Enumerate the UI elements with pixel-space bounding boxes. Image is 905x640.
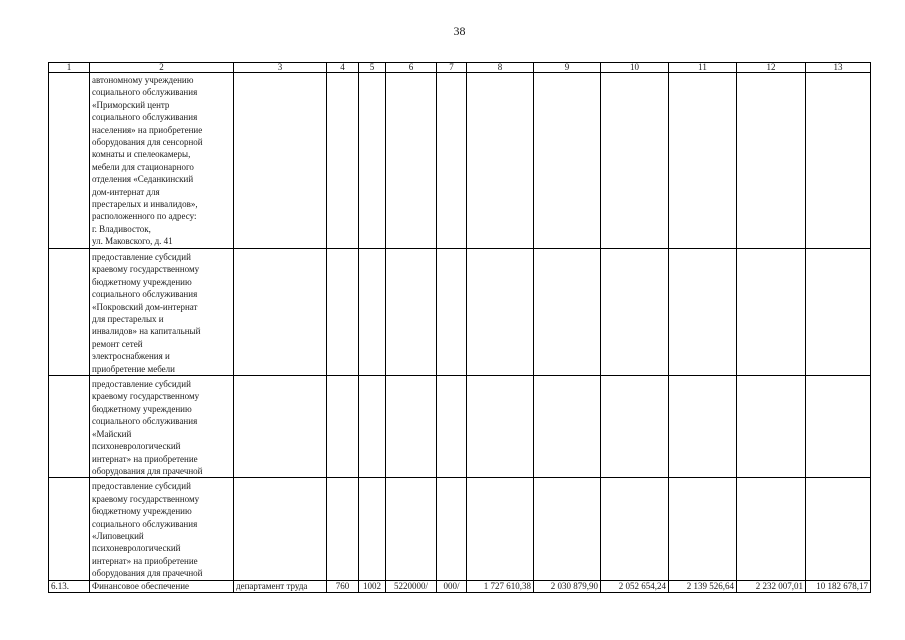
cell-line: социального обслуживания: [92, 289, 198, 300]
table-cell: [806, 376, 871, 478]
table-cell: [737, 73, 806, 249]
cell-line: комнаты и спелеокамеры,: [92, 149, 191, 160]
table-cell: [806, 478, 871, 580]
table-header-cell: 10: [601, 63, 669, 73]
table-header-cell: 6: [386, 63, 437, 73]
table-header-cell: 12: [737, 63, 806, 73]
table-cell: [386, 249, 437, 376]
cell-line: интернат» на приобретение: [92, 453, 198, 464]
cell-line: оборудования для прачечной: [92, 465, 203, 476]
table-row: [49, 249, 871, 376]
table-cell: [467, 73, 534, 249]
cell-line: предоставление субсидий: [92, 252, 191, 262]
cell-line: социального обслуживания: [92, 87, 198, 98]
cell-line: оборудования для сенсорной: [92, 137, 203, 148]
table-cell: [49, 376, 90, 478]
table-cell: [437, 249, 467, 376]
cell-line: приобретение мебели: [92, 363, 175, 374]
table-cell: [601, 249, 669, 376]
table-header-cell: 7: [437, 63, 467, 73]
cell-line: автономному учреждению: [92, 75, 194, 85]
cell-line: «Приморский центр: [92, 99, 170, 110]
cell-line: ул. Маковского, д. 41: [92, 236, 173, 247]
table-cell: [386, 376, 437, 478]
table-cell: [327, 478, 359, 580]
cell-line: г. Владивосток,: [92, 223, 151, 234]
page-number: 38: [453, 24, 466, 38]
cell-line: «Майский: [92, 428, 132, 439]
cell-line: для престарелых и: [92, 314, 164, 325]
table-cell: [234, 376, 327, 478]
table-cell: [467, 249, 534, 376]
cell-line: отделения «Седанкинский: [92, 174, 194, 185]
table-cell: [437, 73, 467, 249]
cell-line: социального обслуживания: [92, 416, 198, 427]
table-header-cell: 11: [669, 63, 737, 73]
table-cell: [437, 478, 467, 580]
table-row: [49, 73, 871, 249]
cell-line: ремонт сетей: [92, 338, 143, 349]
table-header-cell: 1: [49, 63, 90, 73]
table-cell: [49, 73, 90, 249]
table-cell: департамент труда: [234, 580, 327, 592]
cell-line: престарелых и инвалидов»,: [92, 199, 198, 210]
table-cell: [467, 376, 534, 478]
cell-line: инвалидов» на капитальный: [92, 326, 201, 337]
table-header-cell: 8: [467, 63, 534, 73]
cell-line: бюджетному учреждению: [92, 403, 192, 414]
table-cell: [737, 376, 806, 478]
table-cell: 2 030 879,90: [534, 580, 601, 592]
table-cell: [601, 478, 669, 580]
table-row: [49, 580, 871, 592]
table-cell: [359, 249, 386, 376]
cell-line: оборудования для прачечной: [92, 568, 203, 579]
table-cell: [90, 478, 234, 580]
cell-line: социального обслуживания: [92, 112, 198, 123]
cell-line: психоневрологический: [92, 441, 181, 452]
table-cell: Финансовое обеспечение: [90, 580, 234, 592]
table-cell: [49, 478, 90, 580]
table-cell: [234, 249, 327, 376]
table-cell: [601, 376, 669, 478]
table-cell: 000/: [437, 580, 467, 592]
table-row: [49, 376, 871, 478]
table-cell: 2 052 654,24: [601, 580, 669, 592]
table-cell: [234, 478, 327, 580]
table-cell: [669, 249, 737, 376]
table-cell: [90, 249, 234, 376]
table-cell: [327, 249, 359, 376]
cell-line: краевому государственному: [92, 264, 200, 275]
table-cell: 1002: [359, 580, 386, 592]
table-cell: [534, 376, 601, 478]
table-body: [49, 63, 871, 593]
cell-line: краевому государственному: [92, 493, 200, 504]
table-cell: [49, 249, 90, 376]
table-cell: [437, 376, 467, 478]
table-cell: [467, 478, 534, 580]
table-cell: [534, 249, 601, 376]
table-cell: [234, 73, 327, 249]
table-header-cell: 9: [534, 63, 601, 73]
cell-line: дом-интернат для: [92, 186, 160, 197]
table-cell: 1 727 610,38: [467, 580, 534, 592]
cell-line: электроснабжения и: [92, 351, 170, 362]
table-cell: [359, 478, 386, 580]
cell-line: «Липовецкий: [92, 530, 144, 541]
table-cell: [90, 73, 234, 249]
cell-line: предоставление субсидий: [92, 481, 191, 492]
table-cell: [90, 376, 234, 478]
table-cell: [669, 73, 737, 249]
table-cell: [327, 73, 359, 249]
table-cell: [601, 73, 669, 249]
table-header-cell: 5: [359, 63, 386, 73]
table-cell: 760: [327, 580, 359, 592]
cell-line: мебели для стационарного: [92, 161, 194, 172]
cell-line: интернат» на приобретение: [92, 555, 198, 566]
cell-line: бюджетному учреждению: [92, 276, 192, 287]
table-cell: 6.13.: [49, 580, 90, 592]
table-cell: [359, 73, 386, 249]
table-cell: 2 139 526,64: [669, 580, 737, 592]
table-header-cell: 4: [327, 63, 359, 73]
table-row: [49, 478, 871, 580]
table-cell: [534, 73, 601, 249]
table-cell: [737, 478, 806, 580]
cell-line: населения» на приобретение: [92, 124, 203, 135]
cell-line: бюджетному учреждению: [92, 506, 192, 517]
table-cell: [359, 376, 386, 478]
cell-line: «Покровский дом-интернат: [92, 301, 198, 312]
table-cell: [534, 478, 601, 580]
table-cell: [806, 73, 871, 249]
table-header-cell: 13: [806, 63, 871, 73]
table-cell: 2 232 007,01: [737, 580, 806, 592]
table-header-cell: 2: [90, 63, 234, 73]
cell-line: краевому государственному: [92, 391, 200, 402]
table-cell: 5220000/: [386, 580, 437, 592]
table-cell: [737, 249, 806, 376]
cell-line: психоневрологический: [92, 543, 181, 554]
table-header-row: [49, 63, 871, 73]
table-cell: [386, 73, 437, 249]
table-cell: [327, 376, 359, 478]
cell-line: расположенного по адресу:: [92, 211, 197, 222]
table-header-cell: 3: [234, 63, 327, 73]
table-cell: 10 182 678,17: [806, 580, 871, 592]
table-cell: [669, 376, 737, 478]
table-cell: [386, 478, 437, 580]
table-cell: [806, 249, 871, 376]
cell-line: социального обслуживания: [92, 518, 198, 529]
cell-line: предоставление субсидий: [92, 379, 191, 390]
table-cell: [669, 478, 737, 580]
budget-table: [48, 62, 871, 593]
